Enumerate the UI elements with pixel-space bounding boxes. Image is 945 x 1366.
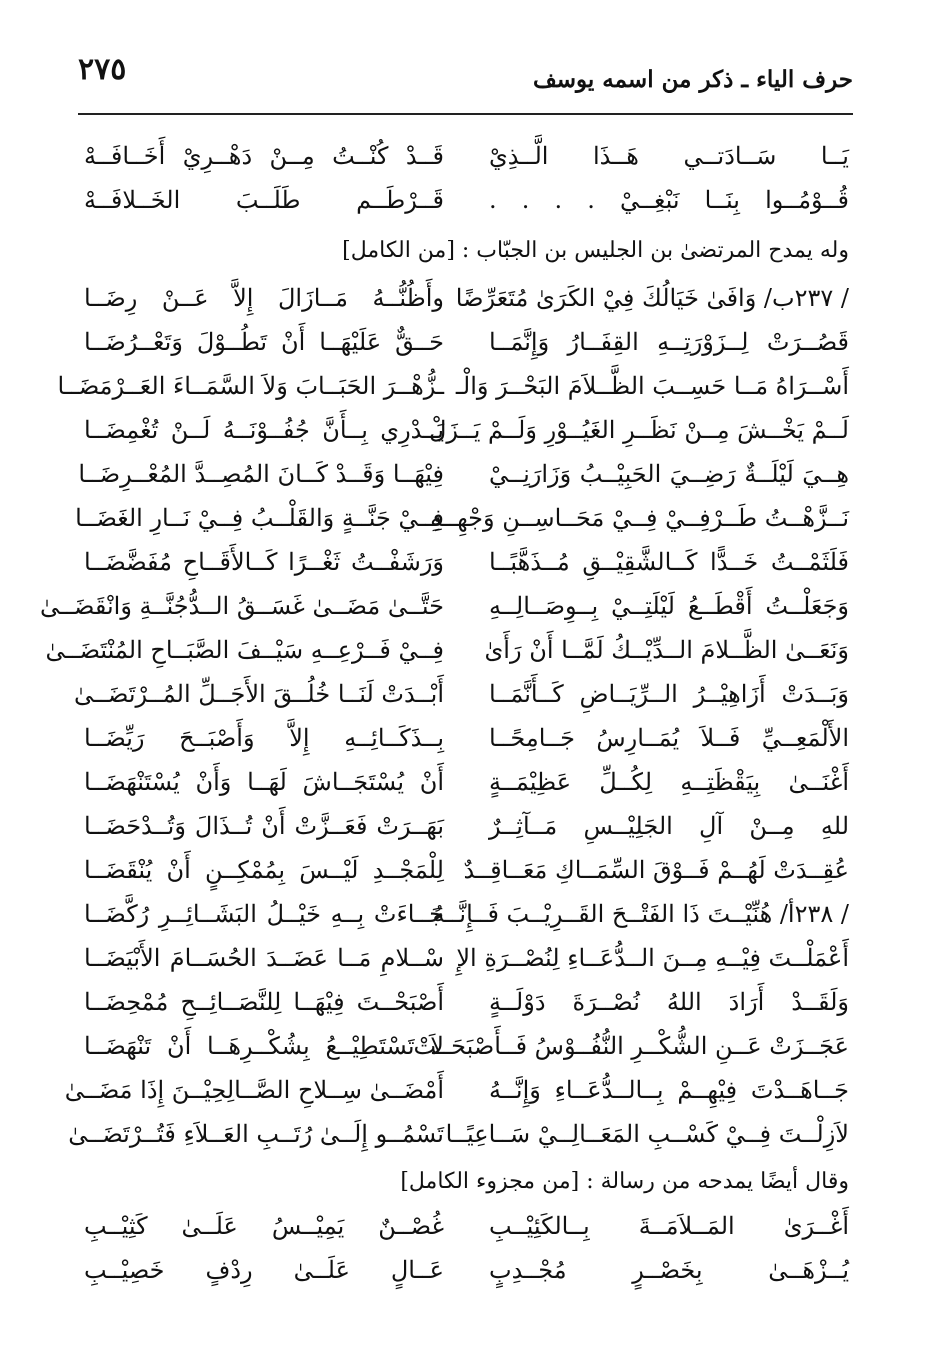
verse-second-hemistich: سْــلامِ مَــا عَضَــدَ الحُسَــامَ الأَبْيَضَــا xyxy=(84,944,444,972)
verse-line xyxy=(68,1112,849,1156)
verse-first-hemistich: أَسْــرَاهُ مَــا حَسِــبَ الظَّــلاَمَ البَحْــرَ وَالْـ xyxy=(455,372,849,400)
verse-first-hemistich: فَلَثَمْــتُ خَــدًّا كَــالشَّقِيْــقِ مُــذَهَّبًــا xyxy=(489,548,849,576)
verse-line xyxy=(84,760,849,804)
verse-second-hemistich: قَــرْطَــم طَلَــبَ الخَــلافَــهْ xyxy=(84,186,444,214)
verse-line xyxy=(84,1024,849,1068)
verse-second-hemistich: غُصْــنٌ يَمِيْــسُ عَلَــىٰ كَثِيْــبِ xyxy=(84,1212,444,1240)
verse-first-hemistich: جَــاهَــدْتَ فِيْهِــمْ بِــالــدُّعَــاءِ وَإِنَّــهُ xyxy=(489,1076,849,1104)
verse-second-hemistich: جَــاءَتْ بِــهِ خَيْــلُ البَشَــائِــرِ رُكَّضَــا xyxy=(84,900,444,928)
page-number: ٢٧٥ xyxy=(78,52,127,87)
verse-line xyxy=(84,540,849,584)
verse-second-hemistich: بَهَــرَتْ فَعَــزَّتْ أَنْ تُــذَالَ وَتُــدْحَضَــا xyxy=(84,812,444,840)
verse-first-hemistich: عُقِــدَتْ لَهُــمْ فَــوْقَ السِّمَــاكِ مَعَــاقِــدٌ xyxy=(463,856,849,884)
verse-second-hemistich: وأَظُنُّــهُ مَــازَالَ إِلاَّ عَــنْ رِضَــا xyxy=(84,284,444,312)
verse-second-hemistich: عَــالٍ عَلَــىٰ رِدْفٍ خَصِيْــبِ xyxy=(84,1256,444,1284)
verse-second-hemistich: وَرَشَفْــتُ ثَغْــرًا كَــالأَقَــاحِ مُفَضَّضَــا xyxy=(84,548,444,576)
verse-first-hemistich: يَــا سَــادَتــي هَــذَا الَّــذِيْ xyxy=(489,142,849,170)
verse-line xyxy=(39,584,849,628)
verse-second-hemistich: فِــيْ فَــرْعِــهِ سَيْــفَ الصَّبَــاحِ المُنْتَضَــىٰ xyxy=(45,636,444,664)
verse-first-hemistich: وَلَقَــدْ أَرَادَ اللهُ نُصْــرَةَ دَوْلَــةٍ xyxy=(489,988,849,1016)
poem-intro: وقال أيضًا يمدحه من رسالة : [من مجزوء الكامل] xyxy=(400,1169,849,1194)
verse-line xyxy=(75,496,849,540)
verse-first-hemistich: الأَلْمَعِــيِّ فَــلاَ يُمَــارِسُ جَــامِحًــا xyxy=(489,724,849,752)
verse-second-hemistich: لاَ تَسْتَطِيْــعُ بِشُكْــرِهَــا أَنْ تَنْهَضَــا xyxy=(84,1032,444,1060)
verse-first-hemistich: أَغْــرَىٰ المَــلاَمَــةَ بِــالكَئِيْــبِ xyxy=(489,1212,849,1240)
verse-line xyxy=(84,320,849,364)
verse-first-hemistich: نَــزَّهْــتُ طَــرْفِــيْ فِــيْ مَحَــاسِــنِ وَجْهِــهِ xyxy=(430,504,849,532)
verse-first-hemistich: يُــزْهَــىٰ بِخَصْــرٍ مُجْــدِبٍ xyxy=(489,1256,849,1284)
verse-line xyxy=(84,936,849,980)
verse-line xyxy=(78,452,849,496)
verse-line xyxy=(84,980,849,1024)
verse-line xyxy=(45,628,849,672)
running-header: حرف الياء ـ ذكر من اسمه يوسف xyxy=(532,66,853,93)
verse-line xyxy=(84,892,849,936)
verse-second-hemistich: أَبْــدَتْ لَنَــا خُلُــقَ الأَجَــلِّ المُــرْتَضَــىٰ xyxy=(73,680,444,708)
header-rule xyxy=(78,113,853,115)
verse-first-hemistich: / ٢٣٨أ/ هُنِّيْــتَ ذَا الفَتْــحَ القَــرِيْــبَ فَــإِنَّــهُ xyxy=(432,900,849,928)
verse-first-hemistich: وَجَعَلْــتُ أَقْطَــعُ لَيْلَتِــيْ بِــوِصَــالِــهِ xyxy=(489,592,849,620)
verse-first-hemistich: لاَزِلْــتَ فِــيْ كَسْــبِ المَعَــالِــيْ سَــاعِيًــا xyxy=(445,1120,849,1148)
verse-line xyxy=(84,276,849,320)
verse-line xyxy=(84,1248,849,1292)
poem-intro: وله يمدح المرتضىٰ بن الجليس بن الجبّاب : [من الكامل] xyxy=(342,238,849,263)
verse-first-hemistich: / ٢٣٧ب/ وَافَىٰ خَيَالُكَ فِيْ الكَرَىٰ مُتَعَرِّضًا xyxy=(455,284,849,312)
verse-first-hemistich: قُــوْمُــوا بِنَــا نَبْغِــيْ . . . . xyxy=(489,186,849,214)
verse-second-hemistich: حَتَّــىٰ مَضَــىٰ غَسَــقُ الــدُّجُنَّــةِ وَانْقَضَــىٰ xyxy=(39,592,444,620)
verse-second-hemistich: تَسْمُــو إِلَــىٰ رُتَــبِ العَــلاَءِ فَتُــرْتَضَــىٰ xyxy=(68,1120,444,1148)
verse-second-hemistich: أَنْ يُسْتَجَــاشَ لَهَــا وَأَنْ يُسْتَنْهَضَــا xyxy=(84,768,444,796)
verse-first-hemistich: وَبَــدَتْ أَزَاهِيْــرُ الــرِّيَــاضِ كَــأَنَّمَــا xyxy=(489,680,849,708)
verse-line xyxy=(84,408,849,452)
verse-first-hemistich: للهِ مِــنْ آلِ الجَلِيْــسِ مَــآثِــرٌ xyxy=(489,812,849,840)
verse-second-hemistich: فِيْهَــا وَقَــدْ كَــانَ المُصِــدَّ المُعْــرِضَــا xyxy=(78,460,444,488)
verse-first-hemistich: وَنَعَــىٰ الظَّــلامَ الــدِّيْــكُ لَمَّــا أَنْ رَأَىٰ xyxy=(484,636,849,664)
verse-second-hemistich: ـزُّهْــرَ الحَبَــابَ وَلاَ السَّمَــاءَ العَــرْمَضَــا xyxy=(57,372,444,400)
verse-line xyxy=(57,364,849,408)
verse-first-hemistich: هِــيَ لَيْلَــةٌ رَضِــيَ الحَبِيْــبُ وَزَارَنِــيْ xyxy=(489,460,849,488)
verse-line xyxy=(84,848,849,892)
verse-second-hemistich: أَمْضَــىٰ سِــلاحِ الصَّــالِحِيْــنَ إِذَا مَضَــىٰ xyxy=(64,1076,444,1104)
verse-second-hemistich: يَــدْرِي بِــأَنَّ جُفُــوْنَــهُ لَــنْ تُغْمِضَــا xyxy=(84,416,444,444)
verse-second-hemistich: حَــقٌّ عَلَيْهَــا أَنْ تَطُــوْلَ وَتَعْــرُضَــا xyxy=(84,328,444,356)
verse-first-hemistich: أَعْمَلْــتَ فِيْــهِ مِــنَ الــدُّعَــاءِ لِنُصْــرَةِ الإِ xyxy=(456,944,849,972)
verse-line xyxy=(84,716,849,760)
verse-line xyxy=(73,672,849,716)
verse-line xyxy=(84,804,849,848)
verse-first-hemistich: عَجَــزَتْ عَــنِ الشُّكْــرِ النُّفُــوْسُ فَــأَصْبَحَــتْ xyxy=(413,1032,849,1060)
verse-second-hemistich: لِلْمَجْــدِ لَيْــسَ بِمُمْكِــنٍ أَنْ يُنْقَضَــا xyxy=(84,856,444,884)
verse-second-hemistich: بِــذَكَــائِــهِ إِلاَّ وَأَصْبَــحَ رَيِّضَــا xyxy=(84,724,444,752)
verse-line xyxy=(84,178,849,222)
verse-second-hemistich: قَــدْ كُنْــتُ مِــنْ دَهْــرِيْ أَخَــافَــهْ xyxy=(84,142,444,170)
verse-second-hemistich: فِــيْ جَنَّــةٍ وَالقَلْــبُ فِــيْ نَــارِ الغَضَــا xyxy=(75,504,444,532)
verse-line xyxy=(84,134,849,178)
verse-first-hemistich: لَــمْ يَخْــشَ مِــنْ نَظَــرِ الغَيُــوْرِ وَلَــمْ يَــزَلْ xyxy=(428,416,849,444)
verse-line xyxy=(64,1068,849,1112)
verse-first-hemistich: قَصُــرَتْ لِــزَوْرَتِــهِ القِفَــارُ وَإِنَّمَــا xyxy=(489,328,849,356)
verse-first-hemistich: أَغْنَــىٰ بِيَقْظَتِــهِ لِكُــلِّ عَظِيْمَــةٍ xyxy=(489,768,849,796)
verse-line xyxy=(84,1204,849,1248)
verse-second-hemistich: أَصْبَحْــتَ فِيْهَــا لِلنَّصَــائِــحِ مُمْحِضَــا xyxy=(84,988,444,1016)
